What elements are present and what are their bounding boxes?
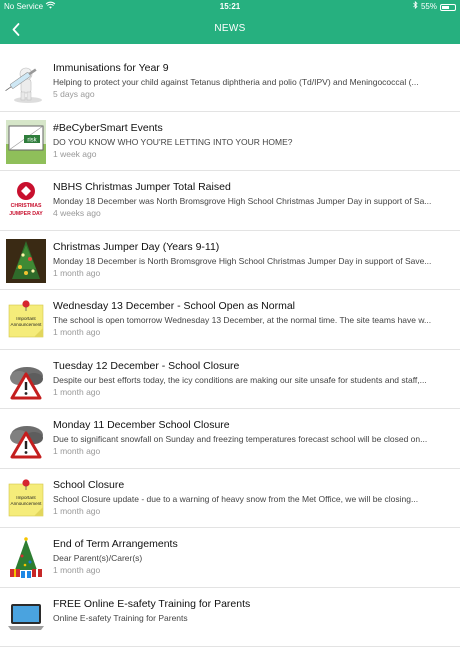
news-text (53, 360, 454, 398)
svg-text:risk: risk (27, 137, 37, 143)
news-headline: School Closure (53, 479, 454, 492)
status-bar (0, 0, 460, 14)
news-headline: Wednesday 13 December - School Open as Normal (53, 300, 454, 313)
news-summary: DO YOU KNOW WHO YOU'RE LETTING INTO YOUR HOME? (53, 136, 454, 148)
page-title: NEWS (0, 14, 460, 44)
tree-with-presents-icon (6, 536, 46, 580)
news-age: 1 month ago (53, 267, 454, 279)
news-age: 1 month ago (53, 564, 454, 576)
news-item[interactable] (0, 290, 460, 350)
news-item[interactable] (0, 350, 460, 410)
news-item[interactable] (0, 52, 460, 112)
news-age: 1 month ago (53, 445, 454, 457)
sticky-note-icon (6, 298, 46, 342)
news-summary: Monday 18 December is North Bromsgrove High School Christmas Jumper Day in support of Save... (53, 255, 454, 267)
news-text (53, 598, 454, 624)
news-text (53, 419, 454, 457)
svg-text:JUMPER DAY: JUMPER DAY (9, 211, 43, 217)
news-age: 1 month ago (53, 505, 454, 517)
risk-sign-icon (6, 120, 46, 164)
news-text (53, 62, 454, 100)
clock: 15:21 (0, 0, 460, 14)
news-headline: #BeCyberSmart Events (53, 122, 454, 135)
news-headline: FREE Online E-safety Training for Parents (53, 598, 454, 611)
news-headline: Christmas Jumper Day (Years 9-11) (53, 241, 454, 254)
news-item[interactable] (0, 112, 460, 172)
christmas-tree-icon (6, 239, 46, 283)
news-summary: Despite our best efforts today, the icy conditions are making our site unsafe for students and staff,... (53, 374, 454, 386)
news-summary: Due to significant snowfall on Sunday and freezing temperatures forecast school will be closed on... (53, 433, 454, 445)
news-headline: Immunisations for Year 9 (53, 62, 454, 75)
news-text (53, 181, 454, 219)
laptop-icon (6, 596, 46, 640)
news-headline: NBHS Christmas Jumper Total Raised (53, 181, 454, 194)
news-summary: Helping to protect your child against Tetanus diphtheria and polio (Td/IPV) and Meningococcal (... (53, 76, 454, 88)
nav-bar (0, 14, 460, 44)
chevron-left-icon (12, 23, 20, 36)
back-button[interactable] (4, 14, 28, 44)
news-text (53, 241, 454, 279)
news-text (53, 479, 454, 517)
syringe-icon (6, 60, 46, 104)
news-summary: Dear Parent(s)/Carer(s) (53, 552, 454, 564)
svg-text:Important: Important (16, 316, 36, 321)
news-headline: Tuesday 12 December - School Closure (53, 360, 454, 373)
svg-text:Announcement: Announcement (11, 501, 43, 506)
news-text (53, 300, 454, 338)
carrier-label: No Service (4, 0, 43, 14)
battery-fill (442, 6, 449, 9)
news-summary: School Closure update - due to a warning of heavy snow from the Met Office, we will be closing... (53, 493, 454, 505)
svg-text:CHRISTMAS: CHRISTMAS (11, 203, 42, 209)
news-item[interactable] (0, 231, 460, 291)
news-item[interactable] (0, 528, 460, 588)
battery-percent: 55% (421, 0, 437, 14)
news-age: 1 month ago (53, 326, 454, 338)
bluetooth-icon (413, 0, 418, 14)
weather-warning-icon (6, 358, 46, 402)
news-text (53, 122, 454, 160)
svg-text:Important: Important (16, 495, 36, 500)
news-age: 1 week ago (53, 148, 454, 160)
news-age: 4 weeks ago (53, 207, 454, 219)
svg-text:Announcement: Announcement (11, 322, 43, 327)
news-headline: Monday 11 December School Closure (53, 419, 454, 432)
news-headline: End of Term Arrangements (53, 538, 454, 551)
status-right (413, 0, 456, 14)
news-summary: Online E-safety Training for Parents (53, 612, 454, 624)
news-item[interactable] (0, 469, 460, 529)
news-age: 5 days ago (53, 88, 454, 100)
news-item[interactable] (0, 171, 460, 231)
weather-warning-icon (6, 417, 46, 461)
news-text (53, 538, 454, 576)
news-age: 1 month ago (53, 386, 454, 398)
news-item[interactable] (0, 409, 460, 469)
news-list (0, 52, 460, 647)
christmas-jumper-day-icon (6, 179, 46, 223)
sticky-note-icon (6, 477, 46, 521)
battery-icon (440, 4, 456, 11)
news-item[interactable] (0, 588, 460, 647)
news-summary: The school is open tomorrow Wednesday 13 December, at the normal time. The site teams have w... (53, 314, 454, 326)
news-summary: Monday 18 December was North Bromsgrove High School Christmas Jumper Day in support of Sa... (53, 195, 454, 207)
